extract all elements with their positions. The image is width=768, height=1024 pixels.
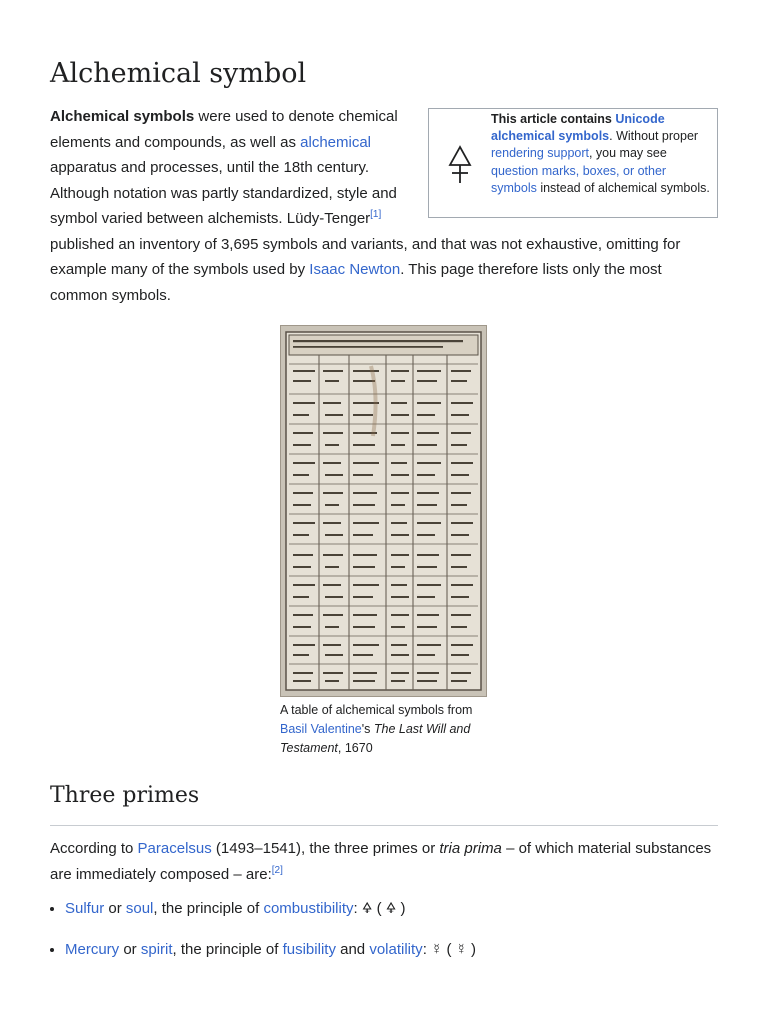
list-text: or xyxy=(119,941,141,958)
ref-1-link[interactable]: [1] xyxy=(370,209,382,220)
intro-text-4: . This page therefore lists only the most common symbols. xyxy=(50,261,662,304)
question-marks-link[interactable]: question marks, boxes, or other symbols xyxy=(491,163,667,195)
list-item xyxy=(65,937,476,962)
mercury-link[interactable]: Mercury xyxy=(65,941,120,958)
soul-link[interactable]: soul xyxy=(125,900,154,917)
intro-bold: Alchemical symbols xyxy=(50,108,195,125)
figure xyxy=(280,325,490,758)
paracelsus-link[interactable]: Paracelsus xyxy=(137,840,212,857)
caption-text-1: A table of alchemical symbols from xyxy=(280,703,473,717)
mercury-symbols: : ☿ ( ☿ ) xyxy=(422,941,477,958)
page-title: Alchemical symbol xyxy=(50,58,307,89)
list-text: and xyxy=(335,941,370,958)
primes-list xyxy=(50,896,476,978)
alchemical-link[interactable]: alchemical xyxy=(300,133,372,151)
primes-text-2: (1493–1541), the three primes or xyxy=(211,840,440,857)
tria-prima-italic: tria prima xyxy=(439,840,502,857)
combustibility-link[interactable]: combustibility xyxy=(263,900,354,917)
ref-2-link[interactable]: [2] xyxy=(271,864,283,876)
caption-text-2: 's xyxy=(361,722,374,736)
fusibility-link[interactable]: fusibility xyxy=(282,941,336,958)
alchemical-table-image[interactable] xyxy=(280,325,487,697)
unicode-notice-box xyxy=(428,108,718,218)
basil-valentine-link[interactable]: Basil Valentine xyxy=(280,722,362,736)
list-item xyxy=(65,896,476,921)
list-text: , the principle of xyxy=(172,941,283,958)
notice-text-4: instead of alchemical symbols. xyxy=(536,180,710,195)
caption-italic: The Last Will and Testament xyxy=(280,722,471,755)
section-heading: Three primes xyxy=(50,783,200,808)
isaac-newton-link[interactable]: Isaac Newton xyxy=(309,261,401,278)
section-divider xyxy=(50,825,718,826)
sulfur-symbol-icon xyxy=(447,145,473,185)
notice-text-2: . Without proper xyxy=(609,129,699,144)
primes-text-3: – of which material substances are immediately composed – are: xyxy=(50,840,712,883)
caption-text-3: , 1670 xyxy=(337,741,373,755)
primes-paragraph xyxy=(50,836,718,887)
notice-text: This article contains xyxy=(491,112,616,126)
spirit-link[interactable]: spirit xyxy=(140,941,173,958)
intro-text-3: published an inventory of 3,695 symbols and variants, and that was not exhaustive, omitting for example many of the symbols used by xyxy=(50,235,681,278)
intro-text-1: were used to denote chemical elements and compounds, as well as xyxy=(50,108,398,151)
sulfur-symbols: : 🜍 ( 🜍 ) xyxy=(353,900,406,917)
list-text: or xyxy=(104,900,126,917)
rendering-support-link[interactable]: rendering support xyxy=(491,146,589,161)
intro-text-2: apparatus and processes, until the 18th century. Although notation was partly standardized, style and symbol varied between alchemists. Lüdy-Tenger xyxy=(50,159,397,227)
primes-text-1: According to xyxy=(50,840,138,857)
sulfur-link[interactable]: Sulfur xyxy=(65,900,105,917)
notice-text-3: , you may see xyxy=(588,146,667,161)
unicode-link[interactable]: Unicode alchemical symbols xyxy=(491,112,665,144)
list-text: , the principle of xyxy=(153,900,264,917)
table-illustration xyxy=(281,326,486,696)
figure-caption xyxy=(280,701,490,758)
volatility-link[interactable]: volatility xyxy=(369,941,423,958)
